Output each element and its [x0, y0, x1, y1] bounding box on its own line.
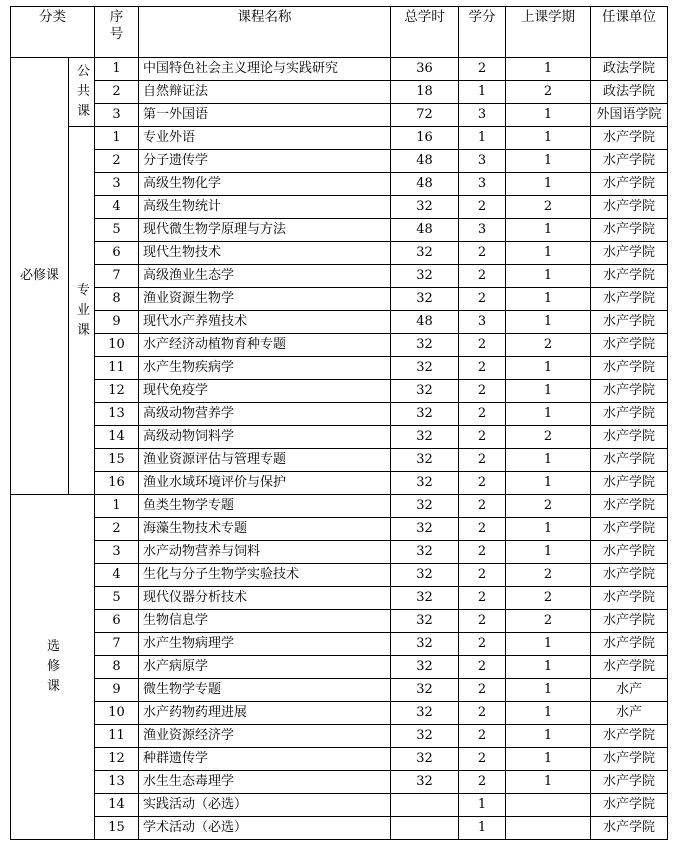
table-row [11, 127, 668, 150]
cell-credits: 2 [459, 380, 506, 403]
cell-hours: 32 [391, 679, 459, 702]
cell-hours: 36 [391, 58, 459, 81]
cell-semester: 1 [506, 58, 591, 81]
cell-credits: 2 [459, 58, 506, 81]
cell-hours: 32 [391, 587, 459, 610]
cell-department: 水产学院 [591, 219, 668, 242]
cell-seq: 8 [95, 656, 139, 679]
cell-hours: 18 [391, 81, 459, 104]
cell-seq: 7 [95, 265, 139, 288]
cell-semester: 1 [506, 173, 591, 196]
table-row [11, 794, 668, 817]
cell-seq: 3 [95, 104, 139, 127]
cell-semester: 1 [506, 242, 591, 265]
cell-credits: 2 [459, 403, 506, 426]
cell-department: 水产学院 [591, 426, 668, 449]
cell-semester: 2 [506, 564, 591, 587]
cell-seq: 10 [95, 334, 139, 357]
header-category: 分类 [11, 7, 95, 58]
group-elective: 选修课 [11, 495, 95, 840]
cell-hours: 32 [391, 288, 459, 311]
table-row [11, 610, 668, 633]
table-row [11, 265, 668, 288]
cell-hours: 32 [391, 196, 459, 219]
cell-semester: 1 [506, 771, 591, 794]
table-row [11, 334, 668, 357]
table-row [11, 150, 668, 173]
table-row [11, 518, 668, 541]
table-row [11, 81, 668, 104]
cell-department: 水产学院 [591, 472, 668, 495]
cell-semester: 1 [506, 541, 591, 564]
cell-department: 水产学院 [591, 449, 668, 472]
table-row [11, 633, 668, 656]
cell-semester: 1 [506, 702, 591, 725]
cell-credits: 1 [459, 817, 506, 840]
cell-course-name: 水产动物营养与饲料 [139, 541, 391, 564]
table-row [11, 173, 668, 196]
cell-semester: 1 [506, 150, 591, 173]
cell-department: 水产学院 [591, 334, 668, 357]
header-department: 任课单位 [591, 7, 668, 58]
cell-hours: 48 [391, 150, 459, 173]
table-row [11, 380, 668, 403]
cell-department: 水产学院 [591, 771, 668, 794]
cell-credits: 2 [459, 656, 506, 679]
header-course-name: 课程名称 [139, 7, 391, 58]
cell-hours: 48 [391, 311, 459, 334]
cell-credits: 2 [459, 196, 506, 219]
cell-course-name: 微生物学专题 [139, 679, 391, 702]
cell-credits: 3 [459, 150, 506, 173]
cell-seq: 1 [95, 58, 139, 81]
cell-department: 水产学院 [591, 173, 668, 196]
cell-hours: 72 [391, 104, 459, 127]
cell-hours [391, 817, 459, 840]
cell-semester [506, 817, 591, 840]
cell-credits: 3 [459, 219, 506, 242]
cell-hours: 32 [391, 403, 459, 426]
cell-course-name: 实践活动（必选） [139, 794, 391, 817]
cell-hours: 32 [391, 564, 459, 587]
cell-course-name: 中国特色社会主义理论与实践研究 [139, 58, 391, 81]
cell-department: 水产学院 [591, 357, 668, 380]
cell-credits: 2 [459, 288, 506, 311]
cell-department: 水产学院 [591, 265, 668, 288]
cell-semester: 1 [506, 104, 591, 127]
cell-seq: 14 [95, 426, 139, 449]
cell-seq: 2 [95, 150, 139, 173]
cell-credits: 2 [459, 518, 506, 541]
cell-seq: 5 [95, 219, 139, 242]
cell-semester: 2 [506, 495, 591, 518]
cell-hours: 32 [391, 265, 459, 288]
cell-credits: 2 [459, 449, 506, 472]
cell-semester [506, 794, 591, 817]
cell-department: 水产学院 [591, 380, 668, 403]
cell-department: 水产学院 [591, 656, 668, 679]
cell-credits: 2 [459, 702, 506, 725]
table-row [11, 219, 668, 242]
cell-credits: 2 [459, 426, 506, 449]
cell-semester: 1 [506, 449, 591, 472]
cell-course-name: 种群遗传学 [139, 748, 391, 771]
cell-seq: 4 [95, 564, 139, 587]
cell-department: 水产学院 [591, 794, 668, 817]
cell-semester: 1 [506, 380, 591, 403]
cell-course-name: 海藻生物技术专题 [139, 518, 391, 541]
cell-credits: 2 [459, 771, 506, 794]
cell-seq: 16 [95, 472, 139, 495]
group-public: 公共课 [69, 58, 95, 127]
cell-semester: 1 [506, 219, 591, 242]
cell-hours: 32 [391, 334, 459, 357]
cell-credits: 2 [459, 633, 506, 656]
cell-department: 水产学院 [591, 288, 668, 311]
course-table [10, 6, 668, 840]
cell-credits: 2 [459, 587, 506, 610]
table-row [11, 817, 668, 840]
cell-department: 水产学院 [591, 242, 668, 265]
cell-course-name: 渔业资源经济学 [139, 725, 391, 748]
cell-course-name: 水产药物药理进展 [139, 702, 391, 725]
cell-seq: 12 [95, 748, 139, 771]
table-row [11, 702, 668, 725]
cell-credits: 2 [459, 725, 506, 748]
cell-department: 水产学院 [591, 633, 668, 656]
cell-hours: 32 [391, 610, 459, 633]
cell-department: 水产学院 [591, 541, 668, 564]
cell-hours: 32 [391, 541, 459, 564]
cell-department: 水产学院 [591, 610, 668, 633]
cell-credits: 1 [459, 127, 506, 150]
cell-seq: 13 [95, 403, 139, 426]
cell-course-name: 鱼类生物学专题 [139, 495, 391, 518]
cell-credits: 2 [459, 564, 506, 587]
cell-seq: 9 [95, 311, 139, 334]
cell-course-name: 高级生物化学 [139, 173, 391, 196]
table-row [11, 242, 668, 265]
cell-course-name: 水产生物疾病学 [139, 357, 391, 380]
cell-seq: 15 [95, 449, 139, 472]
cell-hours: 32 [391, 656, 459, 679]
cell-course-name: 水产病原学 [139, 656, 391, 679]
cell-course-name: 高级动物营养学 [139, 403, 391, 426]
table-row [11, 104, 668, 127]
cell-department: 政法学院 [591, 81, 668, 104]
cell-semester: 1 [506, 633, 591, 656]
cell-credits: 2 [459, 265, 506, 288]
cell-department: 水产学院 [591, 311, 668, 334]
group-required: 必修课 [11, 58, 69, 495]
cell-seq: 8 [95, 288, 139, 311]
cell-semester: 1 [506, 357, 591, 380]
cell-department: 水产 [591, 679, 668, 702]
cell-credits: 2 [459, 242, 506, 265]
header-semester: 上课学期 [506, 7, 591, 58]
cell-hours: 32 [391, 702, 459, 725]
cell-hours: 32 [391, 771, 459, 794]
cell-course-name: 生化与分子生物学实验技术 [139, 564, 391, 587]
cell-department: 水产学院 [591, 748, 668, 771]
cell-course-name: 现代水产养殖技术 [139, 311, 391, 334]
cell-credits: 2 [459, 610, 506, 633]
cell-course-name: 高级生物统计 [139, 196, 391, 219]
cell-course-name: 水产生物病理学 [139, 633, 391, 656]
cell-course-name: 高级渔业生态学 [139, 265, 391, 288]
table-row [11, 771, 668, 794]
cell-semester: 1 [506, 472, 591, 495]
cell-semester: 1 [506, 403, 591, 426]
cell-department: 水产学院 [591, 518, 668, 541]
cell-hours: 32 [391, 380, 459, 403]
cell-hours: 16 [391, 127, 459, 150]
header-row [11, 7, 668, 58]
cell-course-name: 现代仪器分析技术 [139, 587, 391, 610]
cell-credits: 3 [459, 173, 506, 196]
cell-semester: 1 [506, 311, 591, 334]
table-row [11, 725, 668, 748]
cell-seq: 6 [95, 242, 139, 265]
cell-credits: 2 [459, 495, 506, 518]
cell-hours: 32 [391, 495, 459, 518]
cell-semester: 2 [506, 610, 591, 633]
cell-hours: 48 [391, 219, 459, 242]
cell-department: 水产学院 [591, 587, 668, 610]
table-row [11, 403, 668, 426]
cell-course-name: 分子遗传学 [139, 150, 391, 173]
cell-seq: 7 [95, 633, 139, 656]
cell-course-name: 生物信息学 [139, 610, 391, 633]
cell-hours: 32 [391, 449, 459, 472]
table-row [11, 587, 668, 610]
cell-credits: 2 [459, 334, 506, 357]
cell-hours: 32 [391, 426, 459, 449]
cell-semester: 1 [506, 656, 591, 679]
table-row [11, 311, 668, 334]
table-row [11, 564, 668, 587]
cell-semester: 1 [506, 679, 591, 702]
cell-semester: 2 [506, 426, 591, 449]
cell-department: 水产学院 [591, 403, 668, 426]
cell-seq: 13 [95, 771, 139, 794]
cell-course-name: 自然辩证法 [139, 81, 391, 104]
cell-department: 水产学院 [591, 817, 668, 840]
cell-credits: 2 [459, 748, 506, 771]
cell-seq: 6 [95, 610, 139, 633]
cell-course-name: 学术活动（必选） [139, 817, 391, 840]
table-row [11, 288, 668, 311]
cell-course-name: 水生生态毒理学 [139, 771, 391, 794]
cell-hours: 32 [391, 472, 459, 495]
cell-semester: 1 [506, 748, 591, 771]
cell-department: 水产学院 [591, 725, 668, 748]
cell-course-name: 渔业资源评估与管理专题 [139, 449, 391, 472]
cell-course-name: 渔业资源生物学 [139, 288, 391, 311]
cell-hours [391, 794, 459, 817]
cell-semester: 1 [506, 518, 591, 541]
cell-seq: 14 [95, 794, 139, 817]
cell-semester: 2 [506, 334, 591, 357]
header-seq: 序号 [95, 7, 139, 58]
cell-semester: 2 [506, 196, 591, 219]
cell-seq: 15 [95, 817, 139, 840]
cell-hours: 32 [391, 725, 459, 748]
cell-seq: 10 [95, 702, 139, 725]
cell-seq: 2 [95, 81, 139, 104]
cell-course-name: 现代微生物学原理与方法 [139, 219, 391, 242]
cell-department: 水产学院 [591, 150, 668, 173]
cell-hours: 32 [391, 518, 459, 541]
cell-seq: 3 [95, 541, 139, 564]
cell-credits: 3 [459, 311, 506, 334]
cell-hours: 32 [391, 748, 459, 771]
cell-semester: 1 [506, 288, 591, 311]
table-row [11, 58, 668, 81]
header-credits: 学分 [459, 7, 506, 58]
cell-department: 水产学院 [591, 196, 668, 219]
table-row [11, 426, 668, 449]
cell-seq: 5 [95, 587, 139, 610]
cell-department: 水产学院 [591, 495, 668, 518]
cell-seq: 2 [95, 518, 139, 541]
cell-credits: 2 [459, 679, 506, 702]
cell-course-name: 渔业水域环境评价与保护 [139, 472, 391, 495]
cell-credits: 1 [459, 81, 506, 104]
table-row [11, 541, 668, 564]
cell-credits: 2 [459, 541, 506, 564]
table-row [11, 495, 668, 518]
cell-seq: 11 [95, 725, 139, 748]
cell-semester: 2 [506, 587, 591, 610]
table-row [11, 449, 668, 472]
cell-department: 水产学院 [591, 564, 668, 587]
cell-semester: 1 [506, 127, 591, 150]
cell-semester: 1 [506, 265, 591, 288]
cell-seq: 3 [95, 173, 139, 196]
cell-seq: 1 [95, 495, 139, 518]
header-hours: 总学时 [391, 7, 459, 58]
cell-seq: 4 [95, 196, 139, 219]
table-row [11, 748, 668, 771]
cell-course-name: 高级动物饲料学 [139, 426, 391, 449]
table-row [11, 679, 668, 702]
cell-credits: 2 [459, 357, 506, 380]
group-major: 专业课 [69, 127, 95, 495]
cell-department: 水产 [591, 702, 668, 725]
cell-course-name: 专业外语 [139, 127, 391, 150]
cell-semester: 2 [506, 81, 591, 104]
cell-credits: 2 [459, 472, 506, 495]
cell-credits: 3 [459, 104, 506, 127]
table-row [11, 196, 668, 219]
cell-hours: 48 [391, 173, 459, 196]
cell-hours: 32 [391, 242, 459, 265]
cell-seq: 9 [95, 679, 139, 702]
table-row [11, 357, 668, 380]
cell-department: 外国语学院 [591, 104, 668, 127]
cell-course-name: 现代免疫学 [139, 380, 391, 403]
cell-seq: 12 [95, 380, 139, 403]
table-row [11, 656, 668, 679]
cell-hours: 32 [391, 357, 459, 380]
cell-course-name: 第一外国语 [139, 104, 391, 127]
cell-semester: 1 [506, 725, 591, 748]
cell-course-name: 水产经济动植物育种专题 [139, 334, 391, 357]
cell-department: 水产学院 [591, 127, 668, 150]
cell-hours: 32 [391, 633, 459, 656]
cell-credits: 1 [459, 794, 506, 817]
cell-course-name: 现代生物技术 [139, 242, 391, 265]
cell-seq: 11 [95, 357, 139, 380]
cell-department: 政法学院 [591, 58, 668, 81]
cell-seq: 1 [95, 127, 139, 150]
table-row [11, 472, 668, 495]
